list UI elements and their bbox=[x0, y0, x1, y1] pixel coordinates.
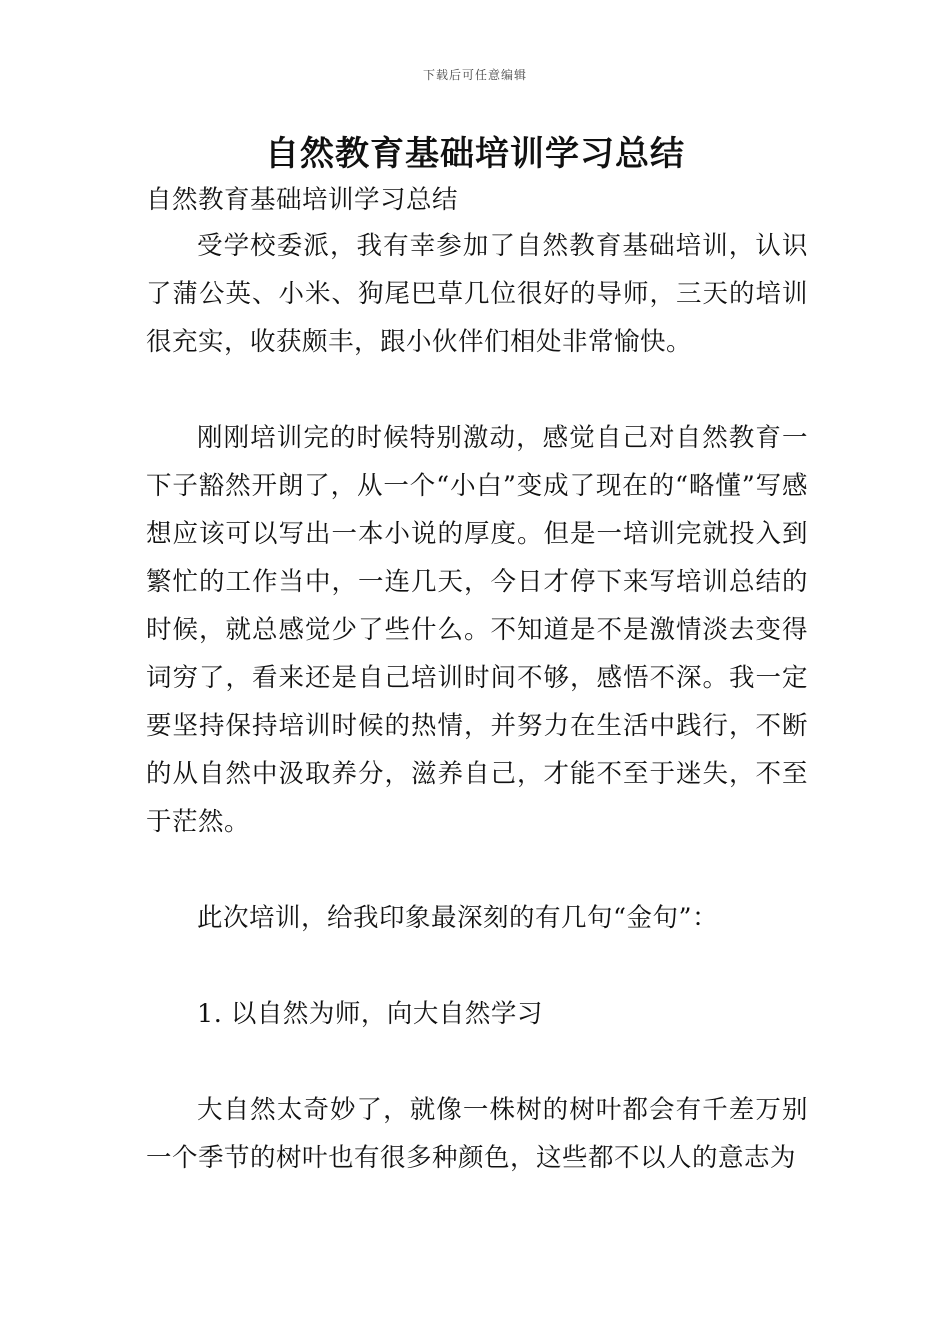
paragraph-intro: 受学校委派，我有幸参加了自然教育基础培训，认识了蒲公英、小米、狗尾巴草几位很好的导师，三天的培训很充实，收获颇丰，跟小伙伴们相处非常愉快。 bbox=[146, 231, 808, 357]
document-body bbox=[146, 182, 808, 1182]
list-item-1: 1. 以自然为师，向大自然学习 bbox=[197, 999, 543, 1029]
paragraph-gap bbox=[146, 366, 808, 414]
paragraph-quotes-intro: 此次培训，给我印象最深刻的有几句“金句”： bbox=[197, 903, 719, 933]
paragraph-gap bbox=[146, 942, 808, 990]
paragraph-gap bbox=[146, 846, 808, 894]
document-title: 自然教育基础培训学习总结 bbox=[265, 134, 685, 174]
paragraph-gap bbox=[146, 1038, 808, 1086]
paragraph-reflection: 刚刚培训完的时候特别激动，感觉自己对自然教育一下子豁然开朗了，从一个“小白”变成了现在的“略懂”写感想应该可以写出一本小说的厚度。但是一培训完就投入到繁忙的工作当中，一连几天，今日才停下来写培训总结的时候，就总感觉少了些什么。不知道是不是激情淡去变得词穷了，看来还是自己培训时间不够，感悟不深。我一定要坚持保持培训时候的热情，并努力在生活中践行，不断的从自然中汲取养分，滋养自己，才能不至于迷失，不至于茫然。 bbox=[146, 423, 808, 837]
document-subtitle: 自然教育基础培训学习总结 bbox=[146, 185, 459, 215]
header-note: 下载后可任意编辑 bbox=[422, 68, 527, 82]
paragraph-nature: 大自然太奇妙了，就像一株树的树叶都会有千差万别一个季节的树叶也有很多种颜色，这些都不以人的意志为 bbox=[146, 1095, 808, 1173]
